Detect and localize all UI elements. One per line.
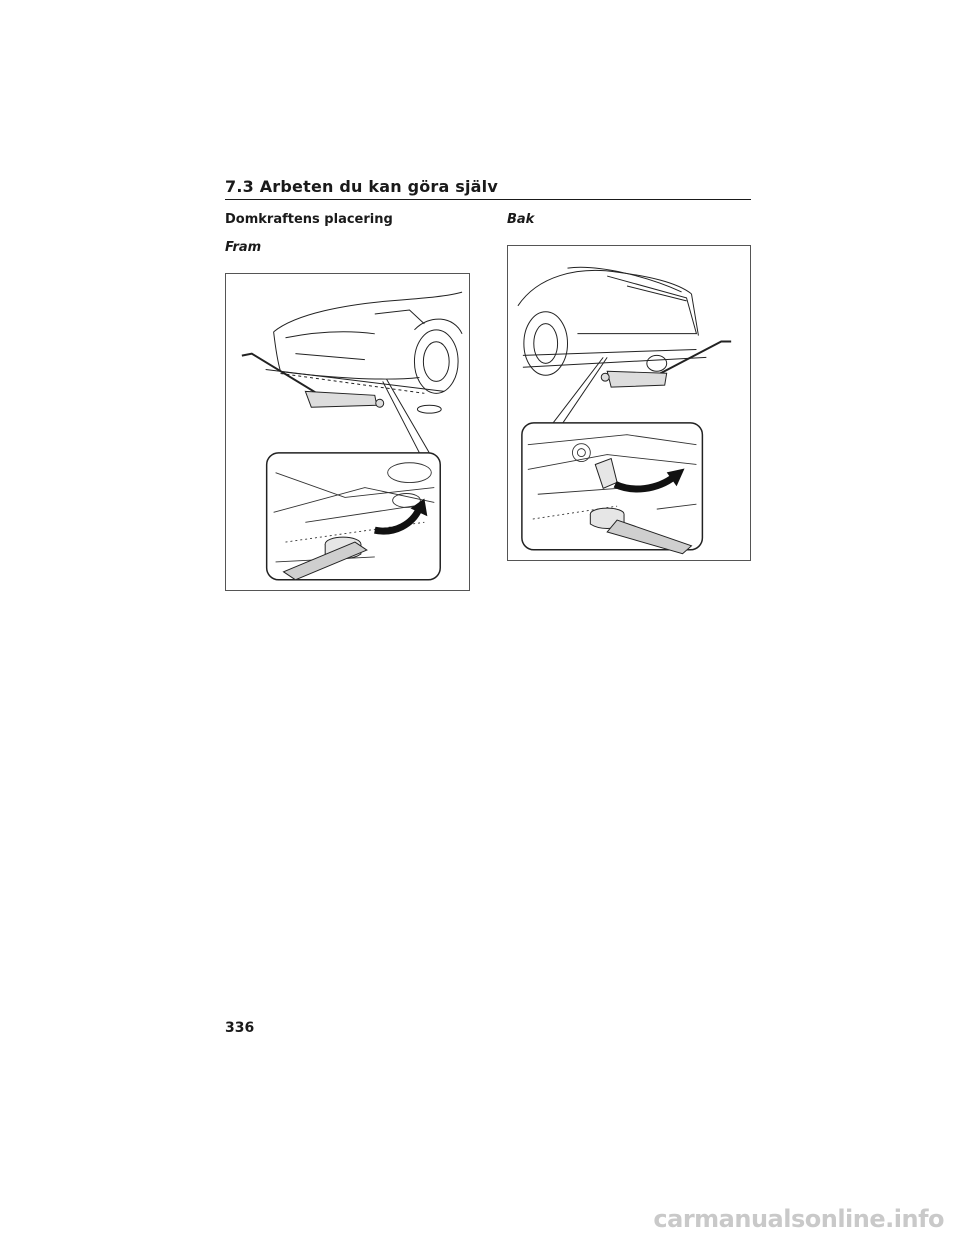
front-label: Fram [225,240,262,255]
page-number: 336 [225,1020,255,1036]
front-jack-figure [225,273,470,591]
watermark: carmanualsonline.info [653,1205,944,1233]
section-title: 7.3 Arbeten du kan göra själv [225,177,498,196]
page-heading: Domkraftens placering [225,212,393,227]
header-divider [225,199,751,200]
rear-jack-figure [507,245,751,561]
rear-label: Bak [507,212,535,227]
rear-jack-illustration [508,246,750,560]
front-jack-illustration [226,274,469,590]
